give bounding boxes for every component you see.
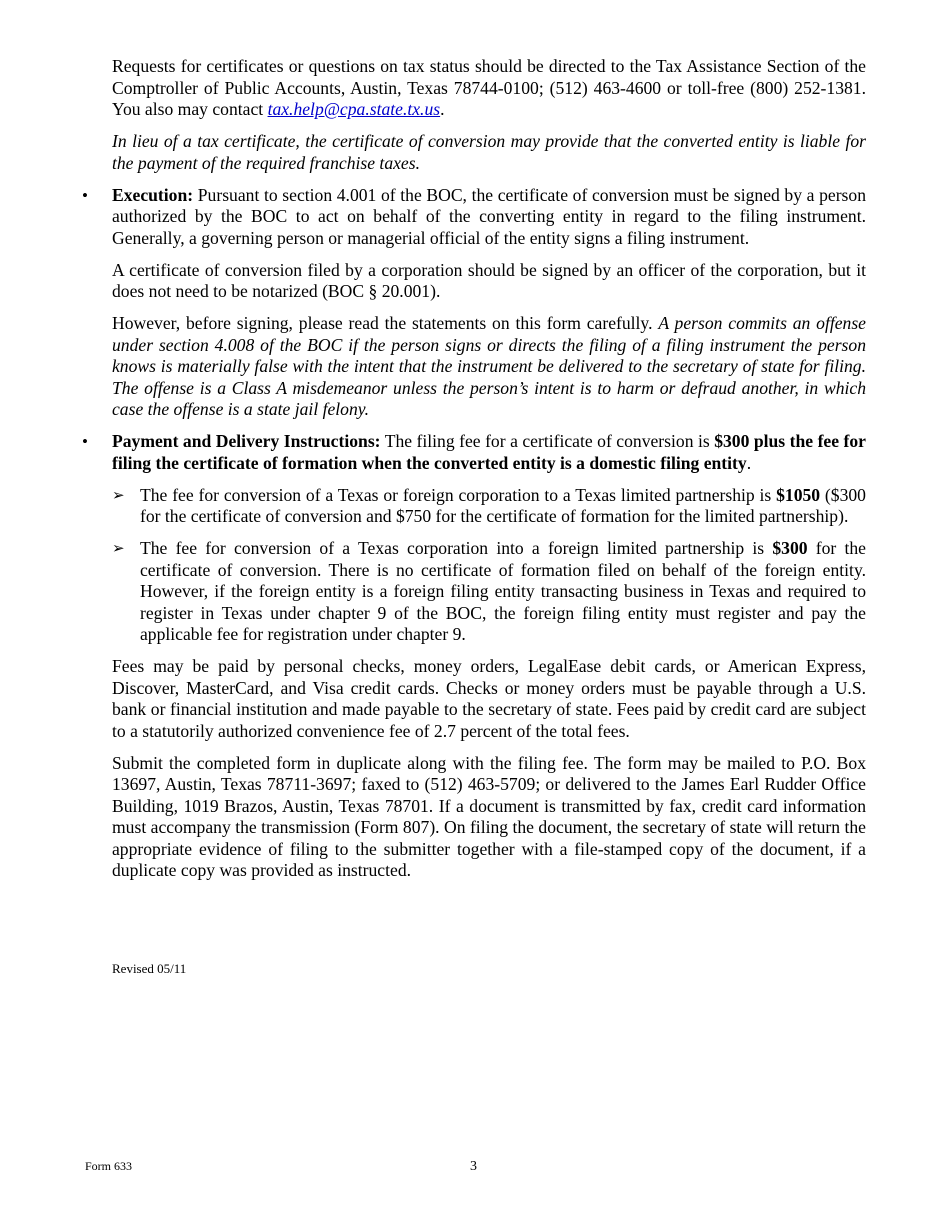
- form-number: Form 633: [85, 1159, 133, 1173]
- tax-certificate-note: In lieu of a tax certificate, the certificate of conversion may provide that the converted entity is liable for the payment of the required franchise taxes.: [112, 131, 866, 173]
- payment-methods-paragraph: Fees may be paid by personal checks, money orders, LegalEase debit cards, or American Express, Discover, MasterCard, and Visa credit cards. Checks or money orders must be payable through a U.S. bank or financial institution and made payable to the secretary of state. Fees paid by credit card are subject to a statutorily authorized convenience fee of 2.7 percent of the total fees.: [112, 656, 866, 741]
- execution-bullet: • Execution: Pursuant to section 4.001 of the BOC, the certificate of conversion must be signed by a person authorized by the BOC to act on behalf of the converting entity in regard to the filing instrument. Generally, a governing person or managerial official of the entity signs a filing instrument.: [82, 184, 866, 248]
- execution-warning-paragraph: However, before signing, please read the statements on this form carefully. A person commits an offense under section 4.008 of the BOC if the person signs or directs the filing of a filing instrument the person knows is materially false with the intent that the instrument be delivered to the secretary of state for filing. The offense is a Class A misdemeanor unless the person’s intent is to harm or defraud another, in which case the offense is a state jail felony.: [112, 313, 866, 419]
- tax-help-email-link[interactable]: tax.help@cpa.state.tx.us: [267, 99, 441, 119]
- bullet-icon: •: [82, 185, 88, 205]
- submission-paragraph: Submit the completed form in duplicate along with the filing fee. The form may be mailed to P.O. Box 13697, Austin, Texas 78711-3697; faxed to (512) 463-5709; or delivered to the James Earl Rudder Office Building, 1019 Brazos, Austin, Texas 78701. If a document is transmitted by fax, credit card information must accompany the transmission (Form 807). On filing the document, the secretary of state will return the appropriate evidence of filing to the submitter together with a file-stamped copy of the document, if a duplicate copy was provided as instructed.: [112, 752, 866, 880]
- bullet-icon: •: [82, 432, 88, 451]
- arrow-bullet-icon: ➢: [112, 539, 125, 557]
- execution-corporation-paragraph: A certificate of conversion filed by a corporation should be signed by an officer of the corporation, but it does not need to be notarized (BOC § 20.001).: [112, 259, 866, 301]
- arrow-bullet-icon: ➢: [112, 485, 125, 504]
- payment-heading: Payment and Delivery Instructions:: [112, 431, 381, 451]
- payment-bullet: • Payment and Delivery Instructions: The filing fee for a certificate of conversion is $300 plus the fee for filing the certificate of formation when the converted entity is a domestic filing entity.: [82, 431, 866, 473]
- page-number: 3: [470, 1159, 477, 1174]
- document-body: [82, 56, 866, 892]
- tax-contact-paragraph: Requests for certificates or questions on tax status should be directed to the Tax Assistance Section of the Comptroller of Public Accounts, Austin, Texas 78744-0100; (512) 463-4600 or toll-free (800) 252-1381. You also may contact tax.help@cpa.state.tx.us.: [112, 56, 866, 119]
- fee-sub-item-2: ➢ The fee for conversion of a Texas corporation into a foreign limited partnership is $300 for the certificate of conversion. There is no certificate of formation filed on behalf of the foreign entity. However, if the foreign entity is a foreign filing entity transacting business in Texas and required to register in Texas under chapter 9 of the BOC, the foreign filing entity must register and pay the applicable fee for registration under chapter 9.: [112, 538, 866, 644]
- fee-sub-item-1: ➢ The fee for conversion of a Texas or foreign corporation to a Texas limited partnership is $1050 ($300 for the certificate of conversion and $750 for the certificate of formation for the limited partnership).: [112, 484, 866, 526]
- execution-heading: Execution:: [112, 184, 194, 205]
- revision-date: Revised 05/11: [112, 961, 187, 976]
